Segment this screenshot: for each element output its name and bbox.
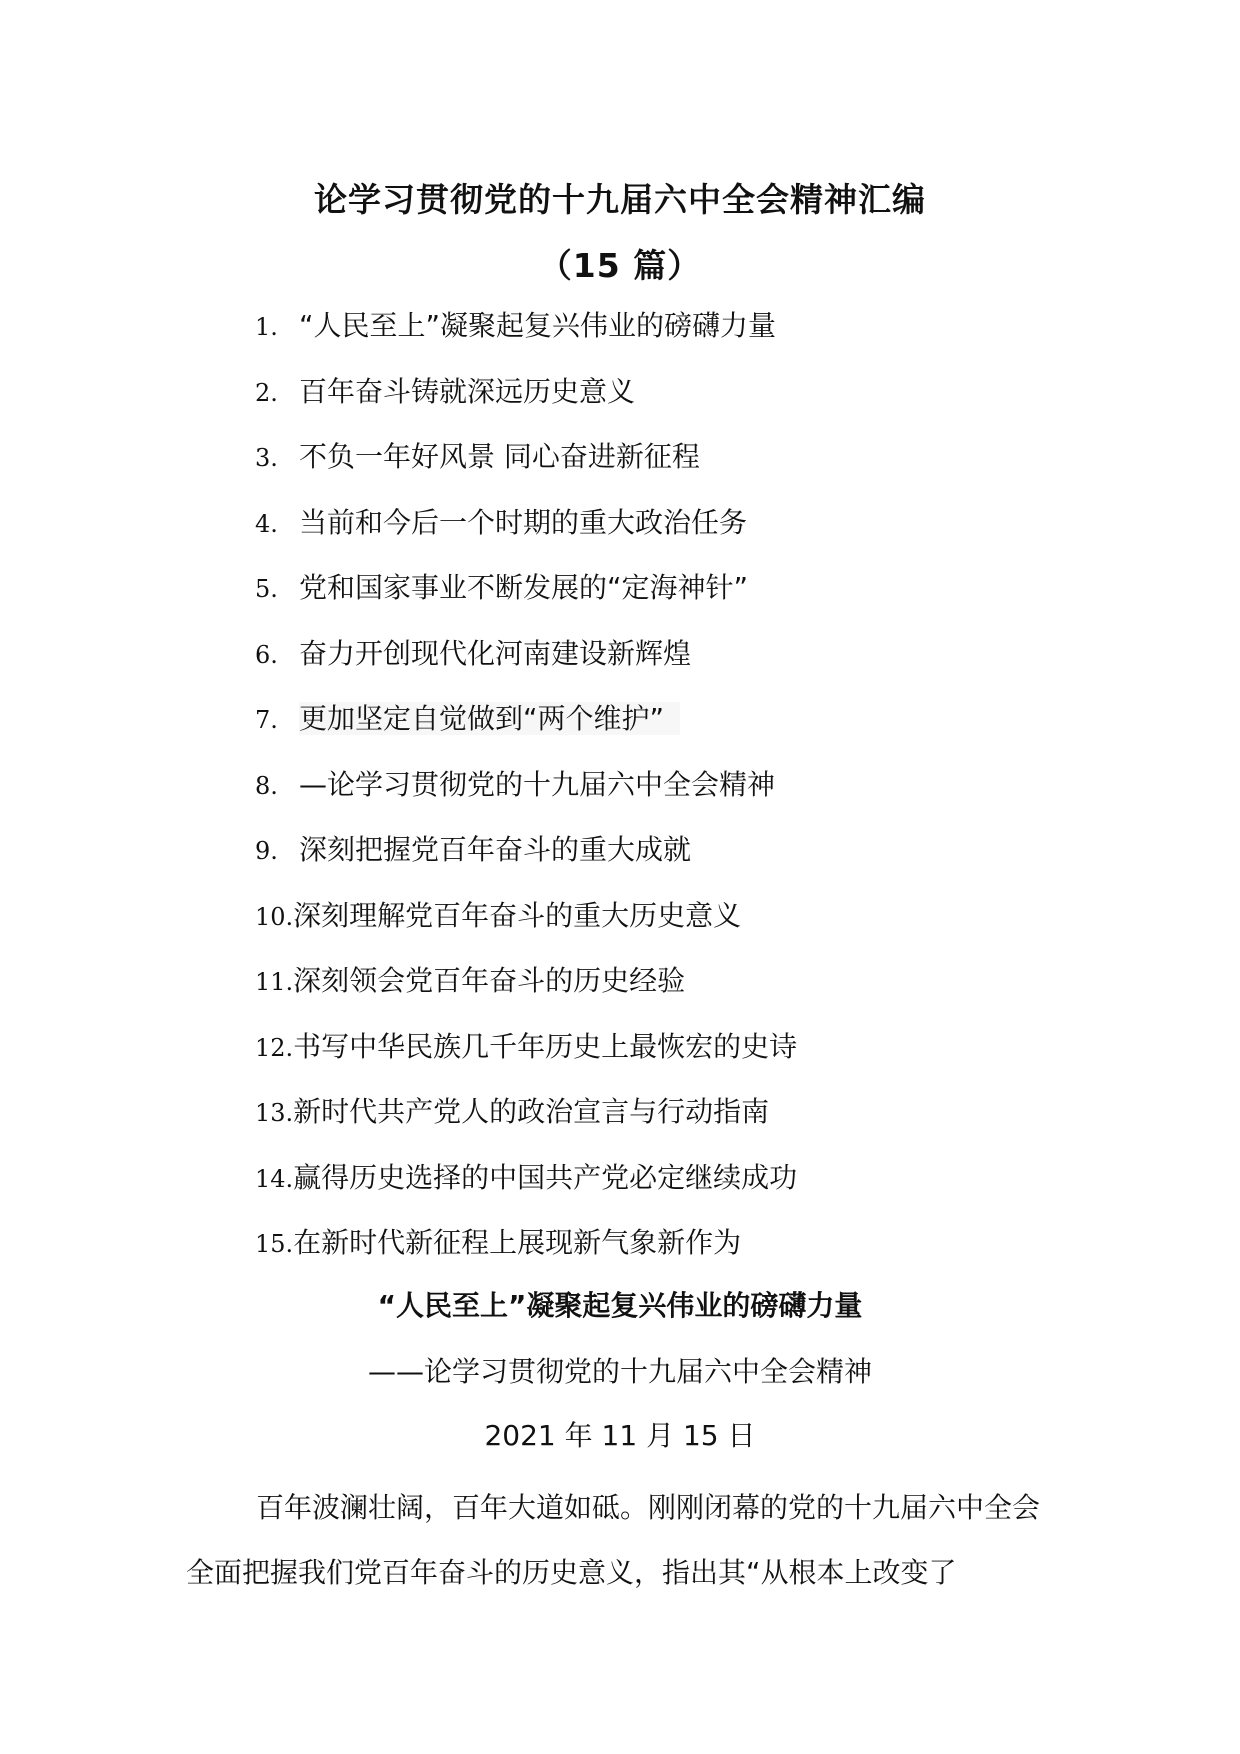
toc-item — [255, 439, 797, 505]
toc-item-number: 2. — [255, 378, 278, 407]
toc-item — [255, 505, 797, 571]
toc-item-text: 书写中华民族几千年历史上最恢宏的史诗 — [293, 1029, 798, 1063]
toc-item — [255, 767, 797, 833]
toc-item-number: 13. — [255, 1099, 294, 1127]
toc-item-number: 11. — [255, 968, 294, 996]
toc-item — [255, 308, 797, 374]
toc-item-text: 深刻把握党百年奋斗的重大成就 — [299, 833, 692, 866]
toc-item-number: 1. — [255, 313, 278, 341]
toc-item — [255, 636, 797, 702]
toc-item — [255, 898, 797, 964]
toc-item-number: 10. — [255, 902, 294, 931]
toc-item — [255, 963, 797, 1029]
article-title: “人民至上”凝聚起复兴伟业的磅礴力量 — [377, 1289, 863, 1322]
toc-item — [255, 701, 797, 767]
article-subtitle: ——论学习贯彻党的十九届六中全会精神 — [367, 1355, 872, 1388]
toc-item — [255, 1029, 797, 1095]
toc-item-number: 4. — [255, 509, 278, 538]
toc-item-text: 百年奋斗铸就深远历史意义 — [299, 374, 636, 408]
toc-item-text: 党和国家事业不断发展的“定海神针” — [299, 571, 749, 604]
document-title: 论学习贯彻党的十九届六中全会精神汇编 — [314, 180, 926, 219]
toc-item-text: 深刻领会党百年奋斗的历史经验 — [293, 964, 686, 997]
toc-item-text: 奋力开创现代化河南建设新辉煌 — [299, 636, 692, 670]
article-date: 2021 年 11 月 15 日 — [484, 1419, 756, 1452]
toc-item-text: 赢得历史选择的中国共产党必定继续成功 — [293, 1160, 798, 1194]
toc-item-text: 在新时代新征程上展现新气象新作为 — [293, 1226, 742, 1259]
toc-item — [255, 570, 797, 636]
toc-item-number: 15. — [255, 1230, 294, 1258]
toc-item-number: 3. — [255, 444, 278, 472]
toc-item — [255, 1094, 797, 1160]
toc-item — [255, 1160, 797, 1226]
toc-item-number: 12. — [255, 1033, 294, 1062]
document-subtitle: （15 篇） — [538, 246, 702, 285]
toc-item-number: 8. — [255, 771, 278, 800]
toc-item-number: 14. — [255, 1164, 294, 1193]
toc-item-text: 深刻理解党百年奋斗的重大历史意义 — [293, 898, 742, 932]
toc-item-number: 9. — [255, 837, 278, 865]
table-of-contents — [255, 308, 797, 1291]
toc-item — [255, 374, 797, 440]
toc-item — [255, 832, 797, 898]
toc-item-text: “人民至上”凝聚起复兴伟业的磅礴力量 — [299, 309, 777, 342]
article-paragraph: 百年波澜壮阔，百年大道如砥。刚刚闭幕的党的十九届六中全会全面把握我们党百年奋斗的历史意义，指出其“从根本上改变了 — [186, 1491, 1041, 1589]
toc-item — [255, 1225, 797, 1291]
toc-item-number: 5. — [255, 575, 278, 603]
toc-item-text: 更加坚定自觉做到“两个维护” — [299, 702, 680, 735]
toc-item-text: 当前和今后一个时期的重大政治任务 — [299, 505, 748, 539]
toc-item-number: 6. — [255, 640, 278, 669]
toc-item-text: —论学习贯彻党的十九届六中全会精神 — [299, 767, 776, 801]
toc-item-number: 7. — [255, 706, 278, 734]
toc-item-text: 不负一年好风景 同心奋进新征程 — [299, 440, 700, 473]
toc-item-text: 新时代共产党人的政治宣言与行动指南 — [293, 1095, 770, 1128]
